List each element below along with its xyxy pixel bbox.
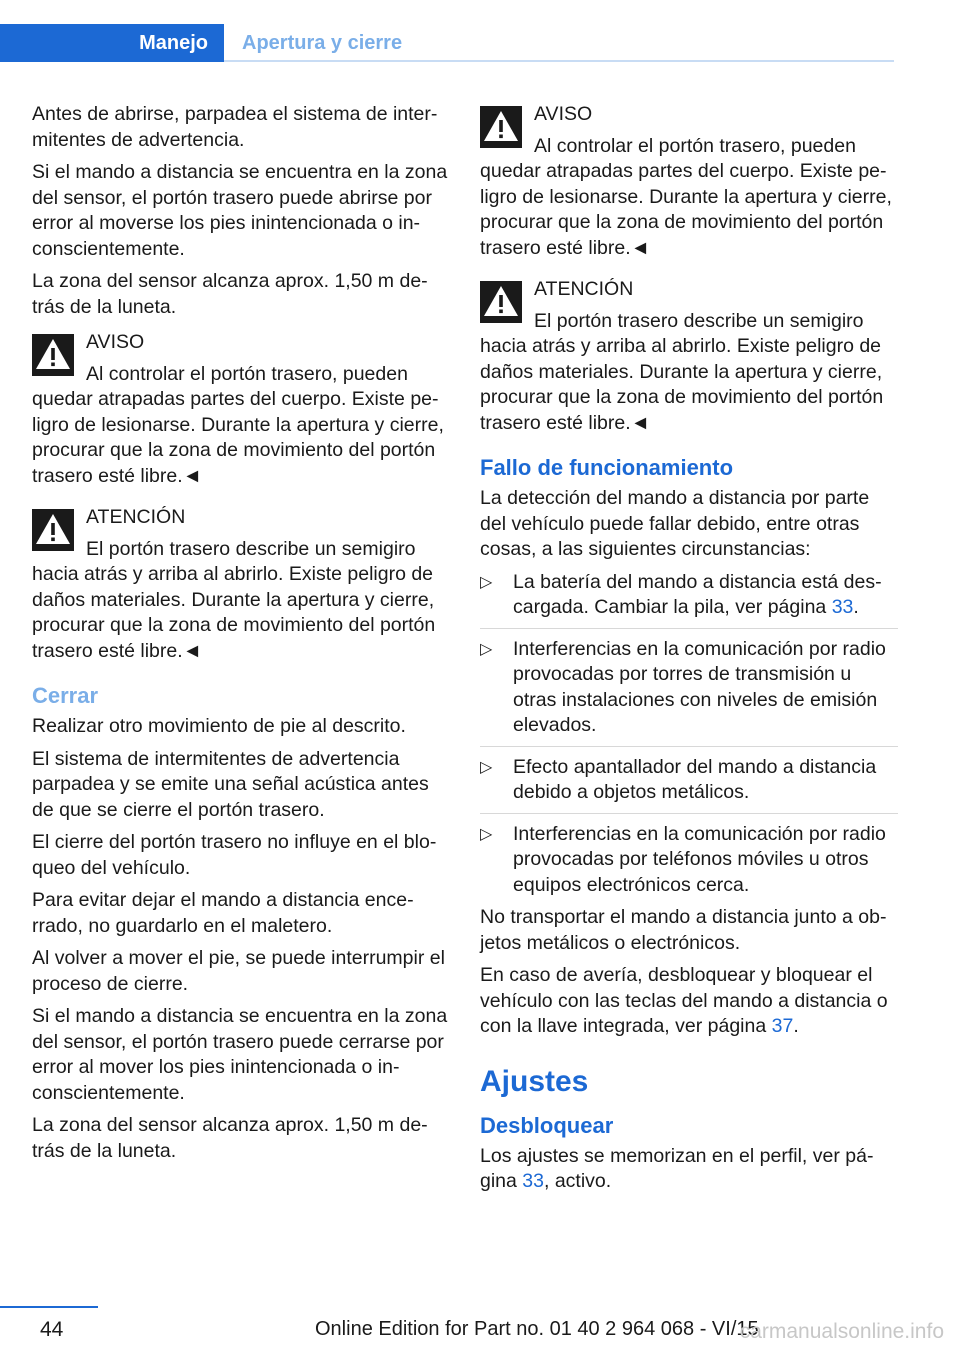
warning-icon — [32, 509, 74, 551]
bullet-list — [480, 570, 898, 899]
paragraph — [480, 963, 898, 1040]
edition-text: Online Edition for Part no. 01 40 2 964 068 - VI/15 — [315, 1318, 759, 1340]
paragraph — [480, 1144, 898, 1195]
warning-text: El portón trasero describe un semigiro hacia atrás y arriba al abrirlo. Existe peligro de daños materiales. Durante la apertura y cierre, procurar que la zona de movimiento del portón trasero esté libre.◄ — [32, 537, 436, 662]
divider — [480, 746, 898, 747]
warning-title: ATENCIÓN — [534, 278, 634, 300]
tab-manejo[interactable]: Manejo — [0, 24, 224, 62]
heading-cerrar: Cerrar — [32, 683, 99, 708]
page-link[interactable]: 37 — [771, 1015, 794, 1037]
paragraph: La zona del sensor alcanza aprox. 1,50 m detrás de la luneta. — [32, 1114, 428, 1162]
heading-ajustes: Ajustes — [480, 1064, 589, 1098]
list-item-text: Interferencias en la comunicación por radio provocadas por teléfonos móviles u otros equipos electrónicos cerca. — [513, 822, 886, 896]
divider — [480, 813, 898, 814]
list-item — [480, 570, 898, 621]
list-item-text: La batería del mando a distancia está descargada. Cambiar la pila, ver página — [513, 570, 882, 618]
warning-text: Al controlar el portón trasero, pueden quedar atrapadas partes del cuerpo. Existe peligro de lesionarse. Durante la apertura y cierre, procurar que la zona de movimiento del portón trasero esté libre.◄ — [32, 362, 444, 487]
tab-apertura-y-cierre[interactable]: Apertura y cierre — [242, 31, 403, 54]
header-tabs — [0, 24, 894, 62]
paragraph: Realizar otro movimiento de pie al descrito. — [32, 715, 406, 737]
page-link[interactable]: 33 — [522, 1170, 544, 1192]
paragraph-text: Los ajustes se memorizan en el perfil, ver página — [480, 1144, 874, 1192]
triangle-bullet-icon: ▷ — [480, 640, 493, 658]
right-column — [480, 102, 898, 1202]
warning-title: AVISO — [86, 331, 145, 353]
paragraph: No transportar el mando a distancia junto a objetos metálicos o electrónicos. — [480, 906, 887, 954]
triangle-bullet-icon: ▷ — [480, 758, 493, 776]
warning-aviso — [480, 102, 898, 261]
warning-icon — [480, 106, 522, 148]
list-item-text-end: . — [853, 596, 859, 618]
paragraph-text: En caso de avería, desbloquear y bloquear el vehículo con las teclas del mando a distancia o con la llave integrada, ver página — [480, 964, 888, 1037]
warning-icon — [32, 334, 74, 376]
paragraph: Si el mando a distancia se encuentra en la zona del sensor, el portón trasero puede abrirse por error al moverse los pies inintencionada o inconscientemente. — [32, 161, 448, 260]
warning-atencion — [480, 277, 898, 436]
paragraph: La detección del mando a distancia por parte del vehículo puede fallar debido, entre otras cosas, a las siguientes circunstancias: — [480, 487, 870, 560]
warning-text: El portón trasero describe un semigiro hacia atrás y arriba al abrirlo. Existe peligro de daños materiales. Durante la apertura y cierre, procurar que la zona de movimiento del portón trasero esté libre.◄ — [480, 309, 884, 434]
warning-icon — [480, 281, 522, 323]
list-item — [480, 822, 898, 899]
heading-fallo-de-funcionamiento: Fallo de funcionamiento — [480, 455, 734, 480]
paragraph-text-end: , activo. — [544, 1170, 612, 1192]
warning-aviso — [32, 330, 450, 489]
paragraph: Si el mando a distancia se encuentra en la zona del sensor, el portón trasero puede cerrarse por error al mover los pies inintencionada o inconscientemente. — [32, 1005, 448, 1104]
warning-title: AVISO — [534, 103, 593, 125]
left-column — [32, 102, 450, 1171]
page-number: 44 — [40, 1318, 64, 1341]
warning-atencion — [32, 505, 450, 664]
paragraph: Antes de abrirse, parpadea el sistema de intermitentes de advertencia. — [32, 103, 438, 151]
paragraph: Para evitar dejar el mando a distancia encerrado, no guardarlo en el maletero. — [32, 889, 414, 937]
list-item — [480, 637, 898, 739]
footer-divider — [0, 1306, 98, 1308]
warning-text: Al controlar el portón trasero, pueden quedar atrapadas partes del cuerpo. Existe peligro de lesionarse. Durante la apertura y cierre, procurar que la zona de movimiento del portón trasero esté libre.◄ — [480, 134, 892, 259]
page-link[interactable]: 33 — [831, 596, 854, 618]
paragraph: La zona del sensor alcanza aprox. 1,50 m detrás de la luneta. — [32, 270, 428, 318]
divider — [480, 628, 898, 629]
paragraph: El sistema de intermitentes de advertencia parpadea y se emite una señal acústica antes de que se cierre el portón trasero. — [32, 747, 429, 821]
header-divider — [224, 60, 894, 62]
list-item-text: Efecto apantallador del mando a distancia debido a objetos metálicos. — [513, 755, 877, 803]
triangle-bullet-icon: ▷ — [480, 573, 493, 591]
triangle-bullet-icon: ▷ — [480, 825, 493, 843]
paragraph: El cierre del portón trasero no influye en el bloqueo del vehículo. — [32, 831, 437, 879]
paragraph: Al volver a mover el pie, se puede interrumpir el proceso de cierre. — [32, 947, 445, 995]
watermark: carmanualsonline.info — [739, 1320, 944, 1343]
list-item — [480, 755, 898, 806]
paragraph-text-end: . — [793, 1015, 799, 1037]
heading-desbloquear: Desbloquear — [480, 1112, 614, 1138]
list-item-text: Interferencias en la comunicación por radio provocadas por torres de transmisión u otras instalaciones con niveles de emisión elevados. — [513, 637, 886, 736]
warning-title: ATENCIÓN — [86, 506, 186, 528]
